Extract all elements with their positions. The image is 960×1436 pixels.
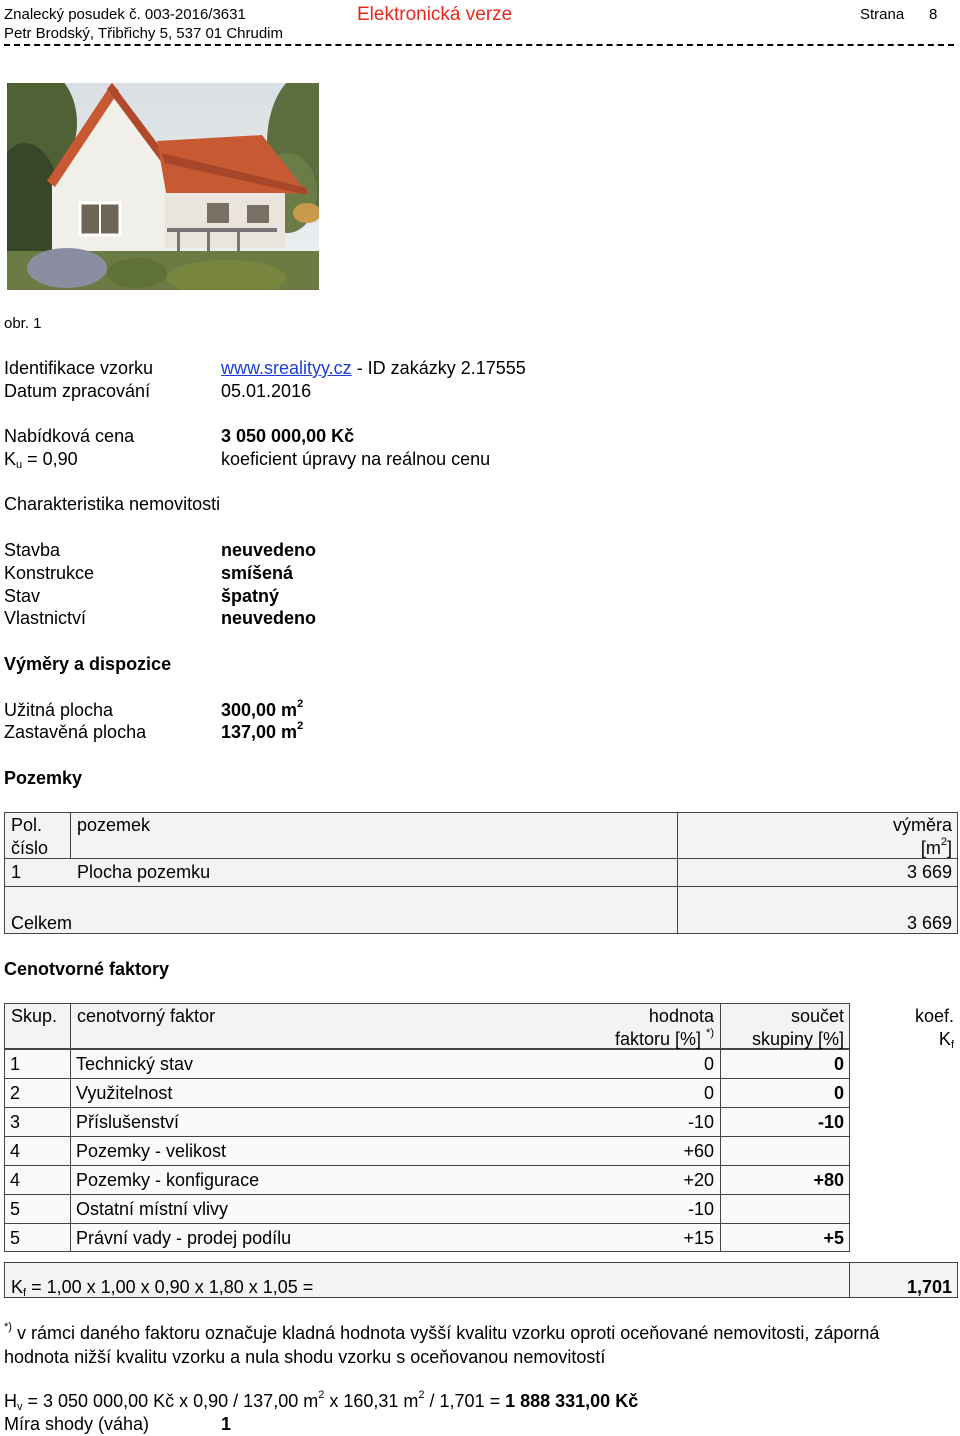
- pozemky-total-label: Celkem: [11, 913, 73, 933]
- vymery-label-zastavena: Zastavěná plocha: [4, 722, 147, 742]
- col-header-koef: koef. $K_f$: [914, 1006, 954, 1051]
- table-row: 3 Příslušenství -10 -10: [4, 1107, 850, 1136]
- col-header-pol: Pol. číslo: [11, 815, 49, 858]
- char-label-stav: Stav: [4, 586, 41, 606]
- table-row: 4 Pozemky - velikost +60: [4, 1136, 850, 1165]
- photo-caption: obr. 1: [4, 315, 42, 332]
- char-label-stavba: Stavba: [4, 540, 61, 560]
- pozemky-row-num: 1: [11, 862, 22, 882]
- header-divider: [4, 44, 954, 46]
- col-header-pozemek: pozemek: [77, 815, 151, 835]
- match-weight-value: 1: [221, 1414, 232, 1434]
- table-row: 2 Využitelnost 0 0: [4, 1078, 850, 1107]
- ku-coefficient: $K_u = 0,90$: [4, 449, 78, 471]
- table-row: 5 Právní vady - prodej podílu +15 +5: [4, 1223, 850, 1252]
- date-value: 05.01.2016: [221, 381, 312, 401]
- section-heading-pozemky: Pozemky: [4, 768, 83, 788]
- col-header-vymera: výměra $[m^2]$: [892, 815, 952, 858]
- date-label: Datum zpracování: [4, 381, 151, 401]
- footnote-line-1: *) v rámci daného faktoru označuje kladná hodnota vyšší kvalitu vzorku oproti oceňované nemovitosti, záporná: [4, 1321, 880, 1343]
- kf-formula: $K_f = 1,00$ x 1,00 x 0,90 x 1,80 x 1,05 =: [11, 1277, 314, 1299]
- char-value-stavba: neuvedeno: [221, 540, 317, 560]
- match-weight-label: Míra shody (váha): [4, 1414, 150, 1434]
- page-number: 8: [929, 6, 938, 23]
- col-header-hodnota: hodnota faktoru [%] *): [614, 1006, 714, 1049]
- price-value: 3 050 000,00 Kč: [221, 426, 355, 446]
- col-header-faktor: cenotvorný faktor: [77, 1006, 216, 1026]
- char-value-vlastnictvi: neuvedeno: [221, 608, 317, 628]
- pozemky-total-value: 3 669: [906, 913, 952, 933]
- author-address: Petr Brodský, Třibřichy 5, 537 01 Chrudim: [4, 25, 284, 42]
- ku-description: koeficient úpravy na reálnou cenu: [221, 449, 491, 469]
- hv-value: 1 888 331,00 Kč: [505, 1391, 639, 1411]
- ident-value: [221, 357, 526, 380]
- edition-label: Elektronická verze: [357, 4, 513, 25]
- section-heading-charakteristika: Charakteristika nemovitosti: [4, 494, 221, 514]
- vymery-value-zastavena: 137,00 $m^2$: [221, 720, 304, 742]
- footnote-line-2: hodnota nižší kvalitu vzorku a nula shodu vzorku s oceňovanou nemovitostí: [4, 1347, 606, 1367]
- section-heading-faktory: Cenotvorné faktory: [4, 959, 170, 979]
- kf-value: 1,701: [906, 1277, 952, 1297]
- char-label-konstrukce: Konstrukce: [4, 563, 95, 583]
- source-link[interactable]: www.srealityy.cz: [221, 358, 352, 378]
- document-reference: Znalecký posudek č. 003-2016/3631: [4, 6, 246, 23]
- col-header-soucet: součet skupiny [%]: [751, 1006, 844, 1049]
- pozemky-row-name: Plocha pozemku: [77, 862, 211, 882]
- col-header-skup: Skup.: [11, 1006, 58, 1026]
- char-label-vlastnictvi: Vlastnictví: [4, 608, 87, 628]
- hv-calculation: $H_v = 3$ 050 000,00 Kč x 0,90 / 137,00 $m^2$ x 160,31 $m^2 / 1,701 = 1$ 888 331,00 Kč: [4, 1389, 639, 1413]
- table-row: 4 Pozemky - konfigurace +20 +80: [4, 1165, 850, 1194]
- page-label: Strana: [860, 6, 905, 23]
- pozemky-row-value: 3 669: [906, 862, 952, 882]
- char-value-konstrukce: smíšená: [221, 563, 294, 583]
- ident-label: Identifikace vzorku: [4, 358, 154, 378]
- price-label: Nabídková cena: [4, 426, 135, 446]
- vymery-value-uzitna: 300,00 $m^2$: [221, 698, 304, 720]
- table-row: 1 Technický stav 0 0: [4, 1049, 850, 1078]
- char-value-stav: špatný: [221, 586, 280, 606]
- house-photo: [7, 83, 319, 290]
- table-row: 5 Ostatní místní vlivy -10: [4, 1194, 850, 1223]
- order-id: - ID zakázky 2.17555: [351, 358, 526, 378]
- vymery-label-uzitna: Užitná plocha: [4, 700, 114, 720]
- section-heading-vymery: Výměry a dispozice: [4, 654, 172, 674]
